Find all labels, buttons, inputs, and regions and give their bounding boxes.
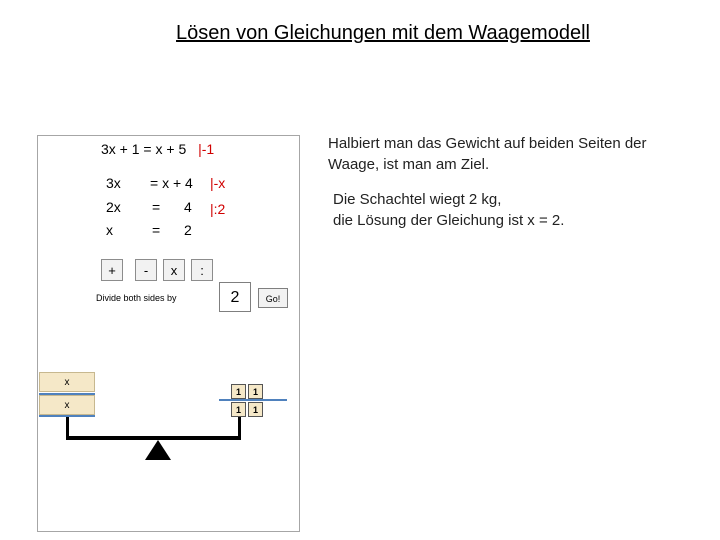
explanation-text: Halbiert man das Gewicht auf beiden Seiten der Waage, ist man am Ziel. [328, 135, 647, 173]
right-post [238, 417, 241, 438]
operation-label: |-1 [198, 141, 215, 157]
equation-right-3: 4 [184, 199, 192, 215]
divide-prompt-label: Divide both sides by [96, 293, 177, 303]
x-box: x [39, 372, 95, 392]
unit-weight: 1 [231, 384, 246, 399]
divisor-input[interactable]: 2 [219, 282, 251, 312]
balance-panel [37, 135, 300, 532]
divide-button[interactable]: : [191, 259, 213, 281]
operation-label: |-x [210, 175, 226, 191]
equation-right-2: = x + 4 [150, 175, 193, 191]
page-title: Lösen von Gleichungen mit dem Waagemodell [176, 22, 590, 44]
operation-label: |:2 [210, 201, 226, 217]
left-post [66, 417, 69, 438]
x-box: x [39, 395, 95, 415]
equation-left-2: 3x [106, 175, 121, 191]
equation-text: 3x + 1 = x + 5 [101, 141, 187, 157]
add-button[interactable]: + [101, 259, 123, 281]
fulcrum-triangle [145, 440, 171, 460]
equals-sign: = [152, 222, 161, 238]
subtract-button[interactable]: - [135, 259, 157, 281]
right-pan [219, 399, 287, 401]
equation-left-3: 2x [106, 199, 121, 215]
equation-right-4: 2 [184, 222, 192, 238]
equals-sign: = [152, 199, 161, 215]
solution-text-line-2: die Lösung der Gleichung ist x = 2. [333, 212, 565, 229]
solution-text-line-1: Die Schachtel wiegt 2 kg, [333, 191, 502, 208]
go-button[interactable]: Go! [258, 288, 288, 308]
multiply-button[interactable]: x [163, 259, 185, 281]
equation-line-1 [101, 141, 214, 157]
unit-weight: 1 [248, 402, 263, 417]
unit-weight: 1 [248, 384, 263, 399]
unit-weight: 1 [231, 402, 246, 417]
equation-left-4: x [106, 222, 113, 238]
